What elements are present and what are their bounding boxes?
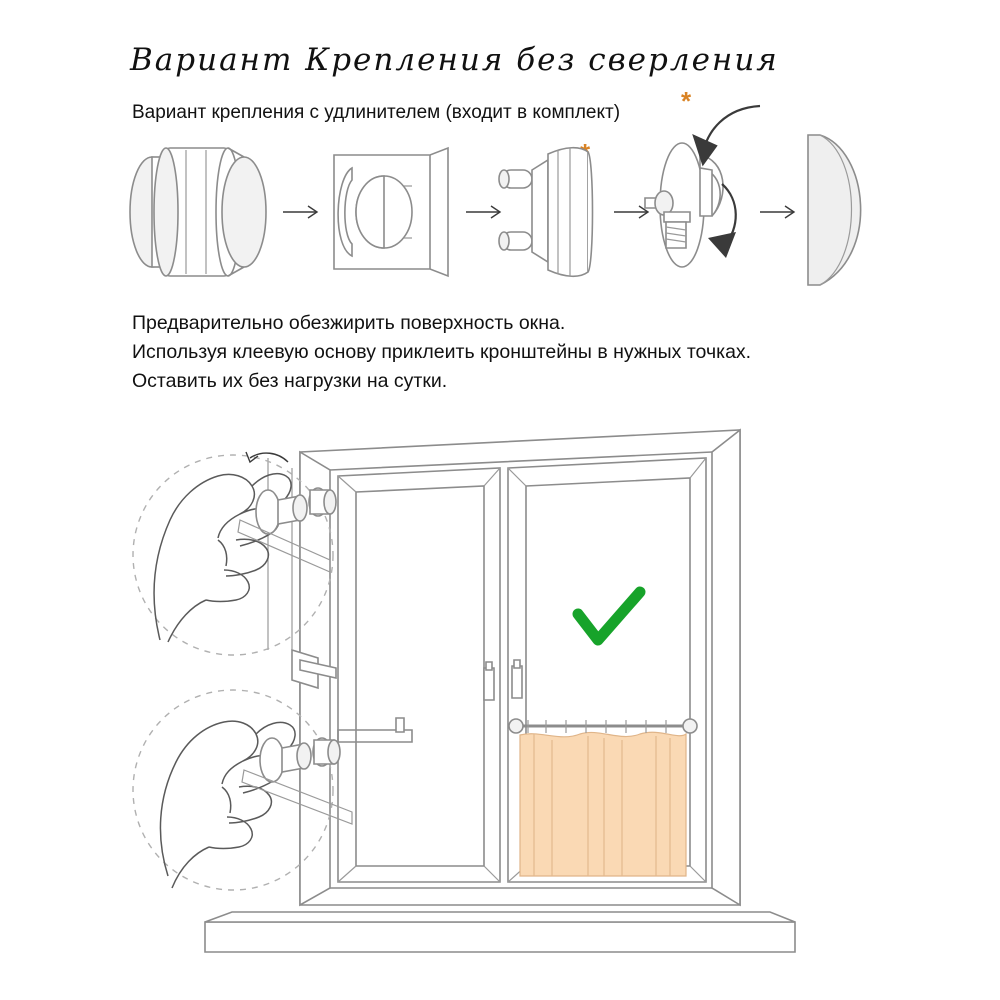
page-title: Вариант Крепления без сверления <box>130 42 779 78</box>
flow-arrow-2 <box>466 206 500 218</box>
adhesive-pad-screw <box>645 143 723 267</box>
bracket-clip <box>334 148 448 276</box>
page-subtitle: Вариант крепления с удлинителем (входит в комплект) <box>132 102 621 123</box>
flow-arrow-3 <box>614 206 648 218</box>
instruction-line-1: Предварительно обезжирить поверхность окна. <box>132 312 566 334</box>
window-glass-surface <box>808 135 861 285</box>
cafe-curtain <box>509 719 697 876</box>
flow-arrow-4 <box>760 206 794 218</box>
extender-rod <box>499 148 593 277</box>
flow-arrow-1 <box>283 206 317 218</box>
instruction-line-3: Оставить их без нагрузки на сутки. <box>132 370 448 392</box>
asterisk-marker-subtitle: * <box>681 86 692 116</box>
instruction-line-2: Используя клеевую основу приклеить кронштейны в нужных точках. <box>132 341 752 363</box>
bracket-base <box>130 148 266 276</box>
